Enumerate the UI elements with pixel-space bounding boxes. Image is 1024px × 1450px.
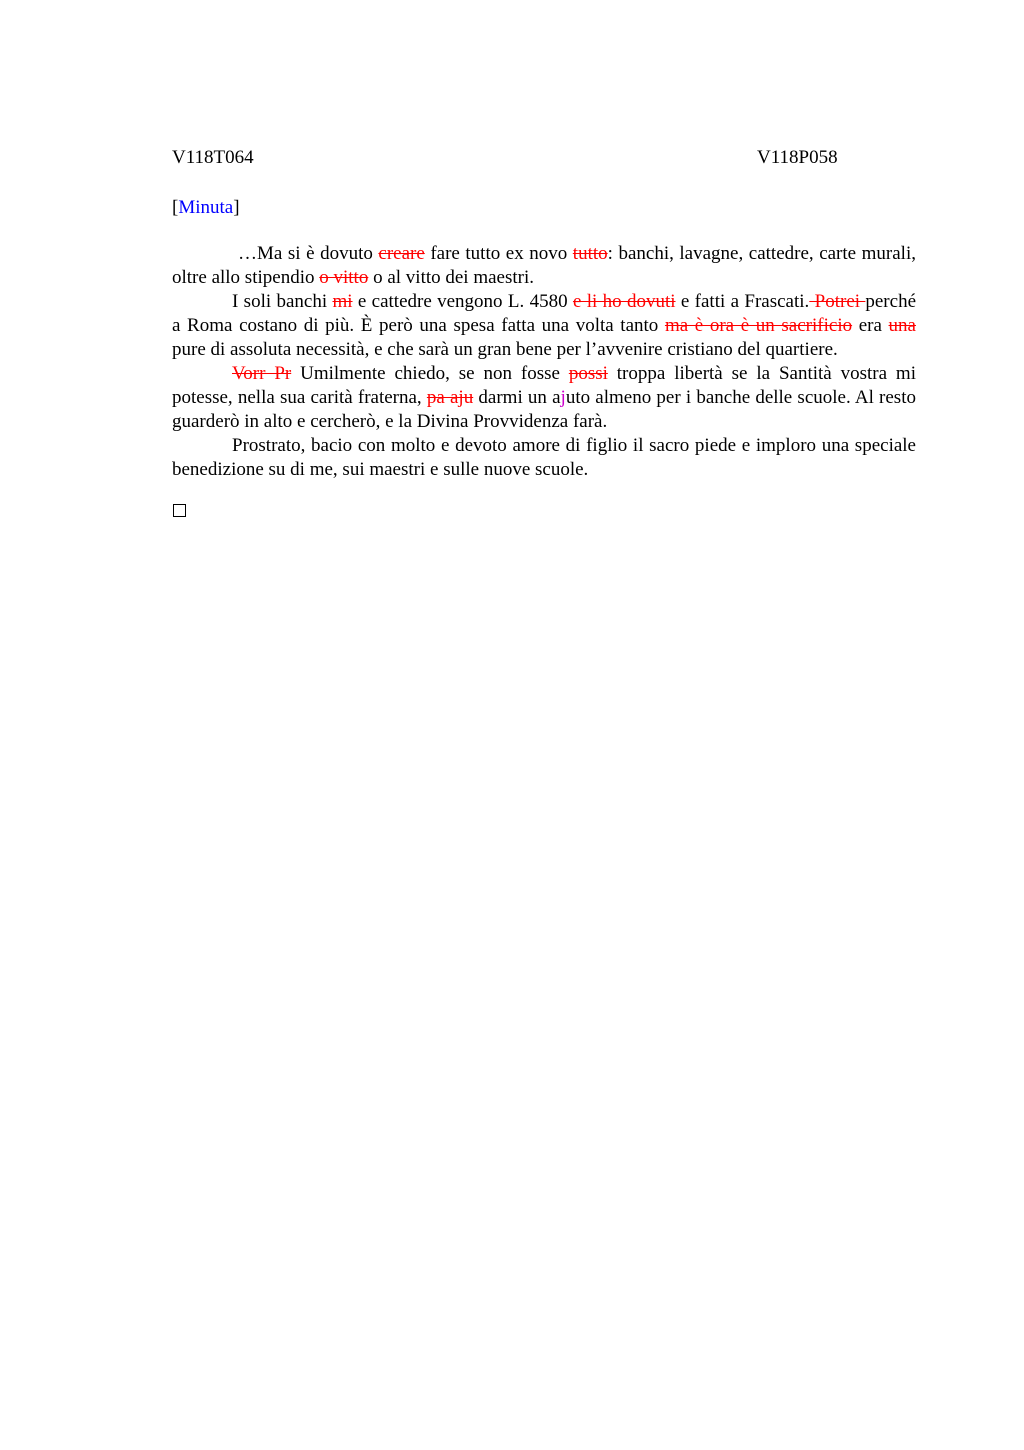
deleted-text: mi (332, 291, 353, 312)
text-span: era (852, 315, 889, 336)
deleted-text: Potrei (809, 291, 866, 312)
text-span: darmi un a (473, 387, 561, 408)
text-span: e cattedre vengono L. 4580 (352, 291, 573, 312)
deleted-text: una (888, 315, 916, 336)
text-span: pure di assoluta necessità, e che sarà un gran bene per l’avvenire cristiano del quartiere. (172, 339, 838, 360)
checkbox-square-icon (173, 504, 186, 517)
paragraph-2 (172, 290, 916, 362)
text-span: : banchi, lavagne, cattedre, carte murali, oltre allo stipendio (172, 243, 916, 288)
text-span: uto almeno per i banche delle scuole. Al resto guarderò in alto e cercherò, e la Divina Provvidenza farà. (172, 387, 916, 432)
header-row (172, 146, 916, 170)
paragraph-4 (172, 434, 916, 482)
bracket-open: [ (172, 197, 179, 218)
text-span: I soli banchi (232, 291, 333, 312)
text-span: e fatti a Frascati. (675, 291, 810, 312)
letter-body (172, 242, 916, 482)
document-code-left: V118T064 (172, 147, 254, 168)
text-span: o al vitto dei maestri. (368, 267, 535, 288)
deleted-text: e li ho dovuti (572, 291, 676, 312)
deleted-text: tutto (572, 243, 608, 264)
paragraph-3 (172, 362, 916, 434)
text-span: troppa libertà se la Santità vostra mi potesse, nella sua carità fraterna, (172, 363, 916, 408)
text-span: Prostrato, bacio con molto e devoto amore di figlio il sacro piede e imploro una speciale benedizione su di me, sui maestri e sulle nuove scuole. (172, 435, 916, 480)
deleted-text: ma è ora è un sacrificio (664, 315, 853, 336)
text-span: …Ma si è dovuto (238, 243, 379, 264)
deleted-text: pa aju (426, 387, 474, 408)
minuta-label (172, 196, 916, 220)
bracket-close: ] (233, 197, 240, 218)
document-page (172, 146, 916, 517)
text-span: fare tutto ex novo (424, 243, 573, 264)
paragraph-1 (172, 242, 916, 290)
text-span: Umilmente chiedo, se non fosse (291, 363, 569, 384)
text-span: perché a Roma costano di più. È però una spesa fatta una volta tanto (172, 291, 917, 336)
deleted-text: creare (378, 243, 425, 264)
document-code-right: V118P058 (757, 147, 838, 168)
inserted-text: j (560, 387, 566, 408)
deleted-text: o vitto (319, 267, 369, 288)
minuta-text: Minuta (178, 197, 234, 218)
deleted-text: Vorr Pr (232, 363, 292, 384)
deleted-text: possi (568, 363, 608, 384)
